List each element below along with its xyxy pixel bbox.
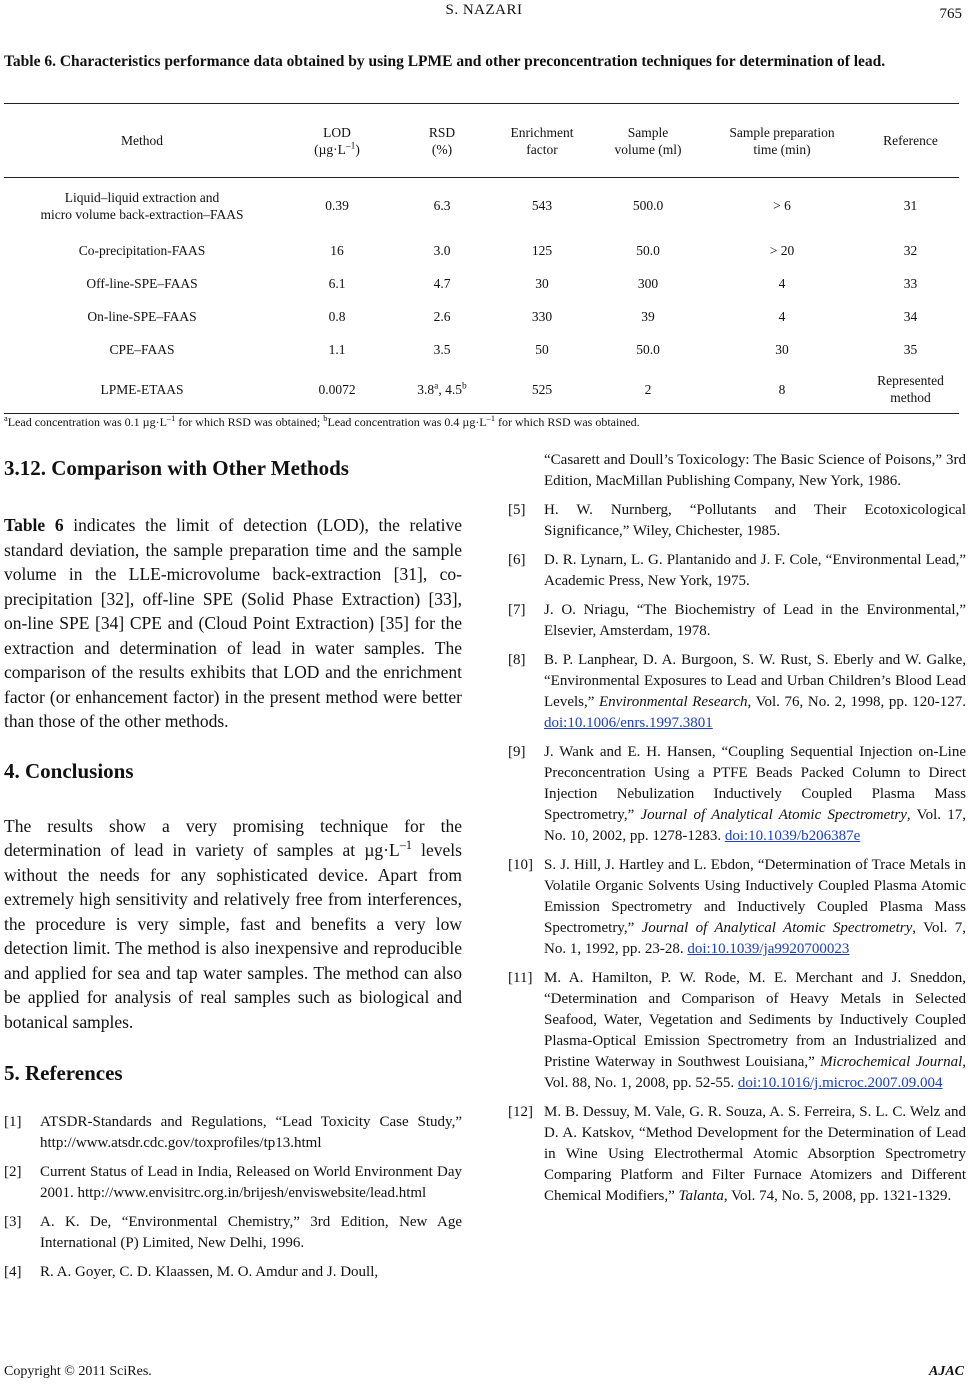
table-row [4, 267, 959, 300]
cell-rsd: 3.5 [433, 341, 451, 357]
header-enrichment-factor: Enrichment factor [490, 104, 594, 178]
cell-prep-time: 4 [778, 308, 786, 324]
section-heading-comparison: 3.12. Comparison with Other Methods [4, 456, 349, 480]
cell-sample-volume: 2 [594, 366, 702, 414]
cell-enrichment: 330 [531, 308, 553, 324]
reference-item: [10] S. J. Hill, J. Hartley and L. Ebdon, “Determination of Trace Metals in Volatile Organic Solvents Using Inductively Coupled Plasma Atomic Emission Spectrometry and Inductively Coupled Plasma Mass Spectrometry,” Journal of Analytical Atomic Spectrometry, Vol. 7, No. 1, 1992, pp. 23-28. doi:10.1039/ja9920700023 [508, 857, 967, 957]
right-column [508, 450, 966, 1215]
cell-prep-time: > 6 [773, 198, 791, 214]
conclusions-paragraph: The results show a very promising technique for the determination of lead in variety of samples at $\mu g\cdot L^{-1}$ levels without the needs for any sophisticated device. Apart from extremely high sensitivity and relatively free from interferences, the procedure is very simple, fast and benefits a very low detection limit. The method is also inexpensive and reproducible and applied for sea and tap water samples. The method can also be applied for analysis of real samples such as biological and botanical samples. [4, 815, 462, 1032]
cell-sample-volume: 39 [641, 308, 655, 324]
doi-link[interactable]: doi:10.1039/b206387e [724, 828, 861, 844]
header-reference: Reference [862, 104, 959, 178]
cell-sample-volume: 500.0 [632, 198, 664, 214]
cell-method: Off-line-SPE–FAAS [86, 275, 198, 291]
cell-enrichment: 30 [535, 275, 549, 291]
table-header-row [4, 104, 959, 178]
reference-item: [2] Current Status of Lead in India, Released on World Environment Day 2001. http://www.envisitrc.org.in/brijesh/enviswebsite/lead.html [4, 1164, 462, 1201]
cell-lod: 6.1 [328, 275, 346, 291]
cell-enrichment: 50 [535, 341, 549, 357]
comparison-table-container [4, 103, 959, 414]
cell-method: On-line-SPE–FAAS [87, 308, 197, 324]
cell-sample-volume: 300 [637, 275, 659, 291]
table-row [4, 300, 959, 333]
reference-item: [11] M. A. Hamilton, P. W. Rode, M. E. Merchant and J. Sneddon, “Determination and Comparison of Heavy Metals in Selected Seafood, Water, Vegetation and Sediments by Inductively Coupled Plasma-Optical Emission Spectrometry from an Industrialized and Pristine Waterway in Southwest Louisiana,” Microchemical Journal, Vol. 88, No. 1, 2008, pp. 52-55. doi:10.1016/j.microc.2007.09.004 [508, 970, 966, 1091]
cell-reference: 31 [903, 198, 918, 214]
footer-journal: AJAC [928, 1364, 964, 1379]
table-caption: Table 6. Characteristics performance data obtained by using LPME and other preconcentration techniques for determination of lead. [4, 53, 886, 70]
cell-rsd: 2.6 [433, 308, 451, 324]
cell-lod: 0.39 [325, 198, 349, 214]
cell-rsd: 3.8$^a$, 4.5$^b$ [394, 366, 490, 414]
table-footnote: $^a$Lead concentration was 0.1 $\mu g\cdot L^{-1}$ for which RSD was obtained; $^b$Lead concentration was 0.4 $\mu g\cdot L^{-1}$ for which RSD was obtained. [4, 414, 640, 429]
cell-prep-time: 8 [702, 366, 862, 414]
reference-item: [8] B. P. Lanphear, D. A. Burgoon, S. W. Rust, S. Eberly and W. Galke, “Environmental Exposures to Lead and Urban Children’s Blood Lead Levels,” Environmental Research, Vol. 76, No. 2, 1998, pp. 120-127. doi:10.1006/enrs.1997.3801 [508, 652, 966, 731]
cell-sample-volume: 50.0 [636, 242, 660, 258]
cell-prep-time: 4 [778, 275, 786, 291]
reference-item: [5] H. W. Nurnberg, “Pollutants and Their Ecotoxicological Significance,” Wiley, Chichester, 1985. [508, 502, 966, 539]
cell-lod: 16 [330, 242, 344, 258]
header-method: Method [4, 104, 280, 178]
running-head: S. NAZARI [445, 2, 523, 18]
reference-item: [6] D. R. Lynarn, L. G. Plantanido and J. F. Cole, “Environmental Lead,” Academic Press, New York, 1975. [508, 552, 966, 589]
header-lod: LOD $(\mu g\cdot L^{-1})$ [280, 104, 394, 178]
cell-method: LPME-ETAAS [4, 366, 280, 414]
comparison-table [4, 103, 959, 414]
comparison-paragraph: Table 6 indicates the limit of detection (LOD), the relative standard deviation, the sample preparation time and the sample volume in the LLE-microvolume back-extraction [31], co-precipitation [32], off-line SPE (Solid Phase Extraction) [33], on-line SPE [34] CPE and (Cloud Point Extraction) [35] for the extraction and determination of lead in water samples. The comparison of the results exhibits that LOD and the enrichment factor (or enhancement factor) in the present method were better than those of the other methods. [4, 515, 462, 731]
reference-item: [3] A. K. De, “Environmental Chemistry,” 3rd Edition, New Age International (P) Limited, New Delhi, 1996. [4, 1214, 462, 1251]
cell-method: CPE–FAAS [109, 341, 175, 357]
cell-reference: Represented method [862, 366, 959, 414]
cell-reference: 33 [903, 275, 918, 291]
page-number: 765 [939, 6, 962, 22]
footer-copyright: Copyright © 2011 SciRes. [4, 1364, 152, 1379]
reference-item: [9] J. Wank and E. H. Hansen, “Coupling Sequential Injection on-Line Preconcentration Using a PTFE Beads Packed Column to Direct Injection Nebulization Inductively Coupled Plasma Mass Spectrometry,” Journal of Analytical Atomic Spectrometry, Vol. 17, No. 10, 2002, pp. 1278-1283. doi:10.1039/b206387e [508, 744, 966, 844]
header-sample-prep-time: Sample preparation time (min) [702, 104, 862, 178]
reference-item: [7] J. O. Nriagu, “The Biochemistry of Lead in the Environmental,” Elsevier, Amsterdam, 1978. [508, 602, 966, 639]
header-rsd: RSD (%) [394, 104, 490, 178]
cell-reference: 32 [903, 242, 918, 258]
cell-reference: 34 [903, 308, 918, 324]
table-ref: Table 6 [4, 515, 64, 535]
table-row [4, 178, 959, 234]
cell-sample-volume: 50.0 [636, 341, 660, 357]
cell-enrichment: 525 [490, 366, 594, 414]
left-column [4, 450, 462, 1291]
header-sample-volume: Sample volume (ml) [594, 104, 702, 178]
cell-enrichment: 543 [531, 198, 553, 214]
table-row [4, 333, 959, 366]
reference-item: [4] R. A. Goyer, C. D. Klaassen, M. O. Amdur and J. Doull, [4, 1264, 379, 1280]
cell-method: Liquid–liquid extraction and micro volume back-extraction–FAAS [40, 189, 244, 222]
section-heading-references: 5. References [4, 1061, 123, 1085]
table-row [4, 234, 959, 267]
section-heading-conclusions: 4. Conclusions [4, 758, 134, 783]
cell-reference: 35 [903, 341, 918, 357]
cell-lod: 1.1 [328, 341, 346, 357]
doi-link[interactable]: doi:10.1039/ja9920700023 [687, 941, 850, 957]
cell-rsd: 3.0 [433, 242, 451, 258]
table-row [4, 366, 959, 414]
reference-item: [12] M. B. Dessuy, M. Vale, G. R. Souza, A. S. Ferreira, S. L. C. Welz and D. A. Katskov, “Method Development for the Determination of Lead in Wine Using Electrothermal Atomic Absorption Spectrometry Comparing Platform and Filter Furnace Atomizers and Different Chemical Modifiers,” Talanta, Vol. 74, No. 5, 2008, pp. 1321-1329. [508, 1104, 966, 1204]
reference-item: [1] ATSDR-Standards and Regulations, “Lead Toxicity Case Study,” http://www.atsdr.cdc.gov/toxprofiles/tp13.html [4, 1114, 462, 1151]
cell-prep-time: 30 [775, 341, 789, 357]
cell-prep-time: > 20 [769, 242, 795, 258]
doi-link[interactable]: doi:10.1016/j.microc.2007.09.004 [737, 1075, 943, 1091]
doi-link[interactable]: doi:10.1006/enrs.1997.3801 [544, 715, 713, 731]
cell-rsd: 6.3 [433, 198, 451, 214]
cell-lod: 0.0072 [280, 366, 394, 414]
cell-lod: 0.8 [328, 308, 346, 324]
cell-method: Co-precipitation-FAAS [78, 242, 206, 258]
cell-enrichment: 125 [531, 242, 553, 258]
cell-rsd: 4.7 [433, 275, 451, 291]
reference-continuation: “Casarett and Doull’s Toxicology: The Basic Science of Poisons,” 3rd Edition, MacMillan Publishing Company, New York, 1986. [544, 452, 966, 489]
